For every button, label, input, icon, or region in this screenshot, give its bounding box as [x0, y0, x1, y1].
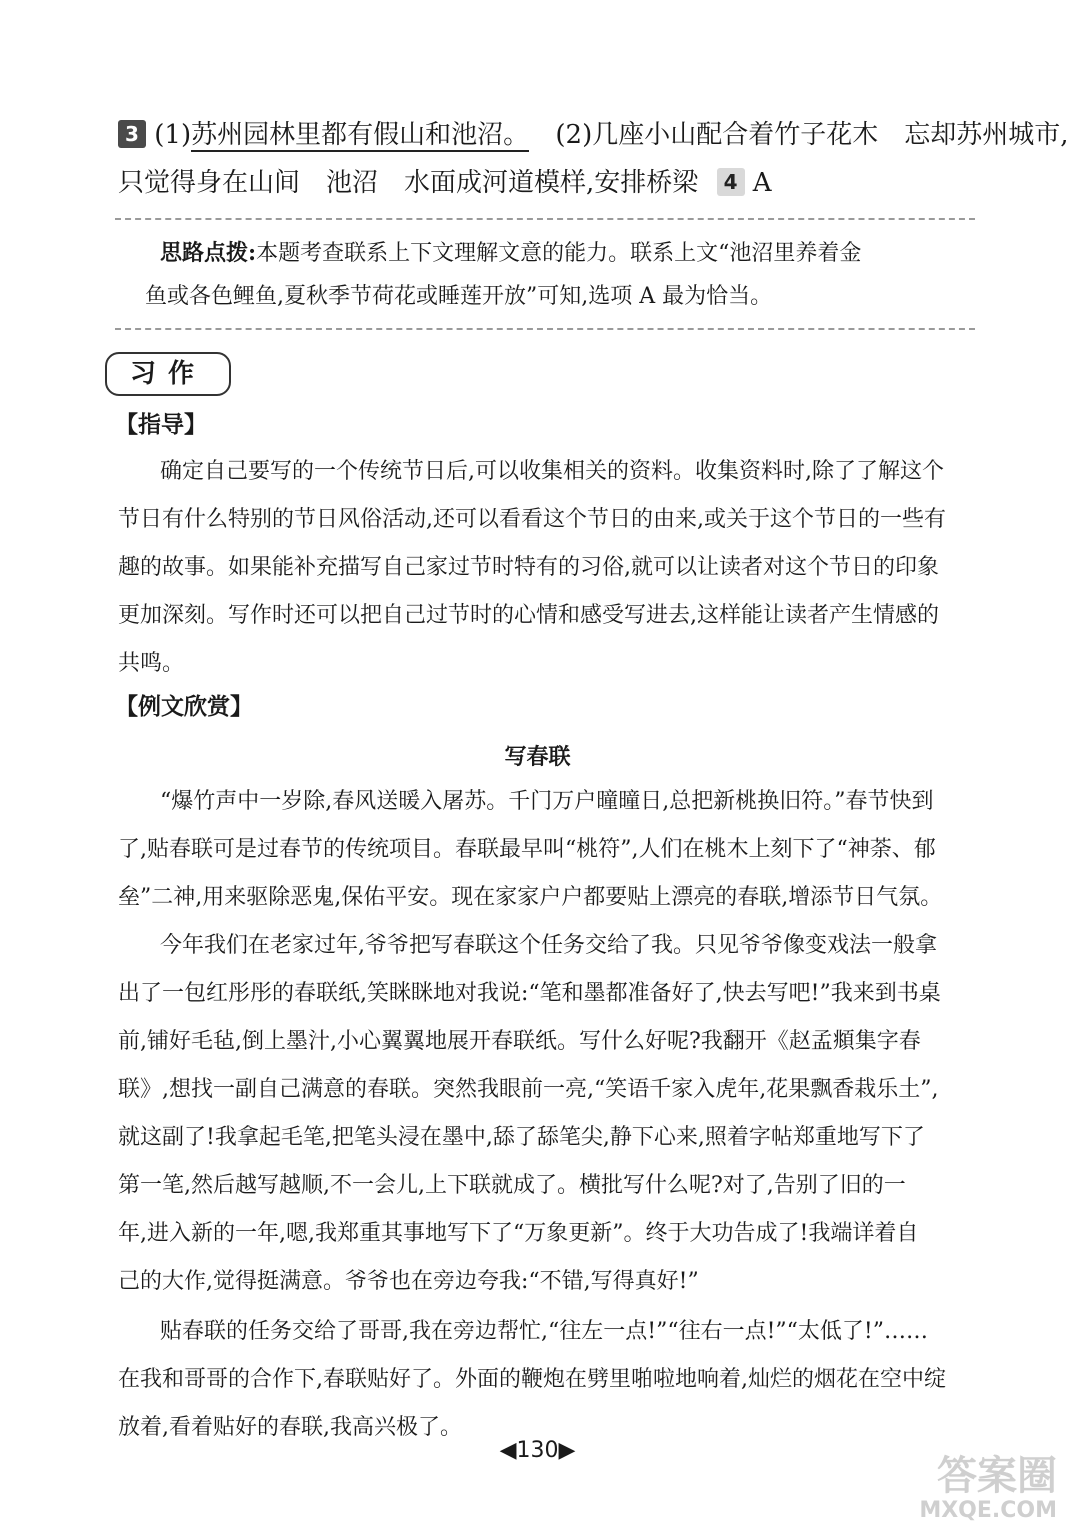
question-number-badge-4: 4 [717, 168, 745, 196]
example-heading: 【例文欣赏】 [115, 694, 253, 720]
tip-box [115, 218, 975, 330]
answer-3-part-2: (2)几座小山配合着竹子花木 忘却苏州城市, [555, 120, 1069, 150]
answer-3-part-1-text: 苏州园林里都有假山和池沼。 [191, 120, 530, 150]
example-line: “爆竹声中一岁除,春风送暖入屠苏。千门万户曈曈日,总把新桃换旧符。”春节快到 [160, 789, 934, 814]
watermark-line-2: MXQE.COM [919, 1498, 1057, 1523]
question-number-badge: 3 [118, 120, 146, 148]
example-line: 贴春联的任务交给了哥哥,我在旁边帮忙,“往左一点!”“往右一点!”“太低了!”…… [160, 1319, 928, 1344]
answer-4-text: A [752, 168, 772, 198]
example-line: 在我和哥哥的合作下,春联贴好了。外面的鞭炮在劈里啪啦地响着,灿烂的烟花在空中绽 [118, 1367, 946, 1392]
example-paragraph-2 [118, 922, 988, 1306]
example-line: 联》,想找一副自己满意的春联。突然我眼前一亮,“笑语千家入虎年,花果飘香栽乐土”, [118, 1077, 939, 1102]
example-line: 年,进入新的一年,嗯,我郑重其事地写下了“万象更新”。终于大功告成了!我端详着自 [118, 1221, 919, 1246]
example-paragraph-1 [118, 778, 988, 922]
example-line: 垒”二神,用来驱除恶鬼,保佑平安。现在家家户户都要贴上漂亮的春联,增添节日气氛。 [118, 885, 943, 910]
example-line: 己的大作,觉得挺满意。爷爷也在旁边夸我:“不错,写得真好!” [118, 1269, 699, 1294]
example-line: 前,铺好毛毡,倒上墨汁,小心翼翼地展开春联纸。写什么好呢?我翻开《赵孟頫集字春 [118, 1029, 921, 1054]
example-line: 今年我们在老家过年,爷爷把写春联这个任务交给了我。只见爷爷像变戏法一般拿 [160, 933, 937, 958]
answer-3-part-1-number: (1) [154, 120, 192, 150]
example-line: 放着,看着贴好的春联,我高兴极了。 [118, 1415, 462, 1440]
guide-line: 趣的故事。如果能补充描写自己家过节时特有的习俗,就可以让读者对这个节日的印象 [118, 555, 939, 580]
tip-label: 思路点拨: [160, 240, 257, 266]
tip-line-2: 鱼或各色鲤鱼,夏秋季节荷花或睡莲开放”可知,选项 A 最为恰当。 [145, 284, 773, 309]
guide-heading: 【指导】 [115, 412, 207, 438]
tip-line-1 [160, 232, 861, 275]
example-line: 第一笔,然后越写越顺,不一会儿,上下联就成了。横批写什么呢?对了,告别了旧的一 [118, 1173, 906, 1198]
answer-3-line-2-text: 只觉得身在山间 池沼 水面成河道模样,安排桥梁 [118, 168, 699, 198]
guide-line: 更加深刻。写作时还可以把自己过节时的心情和感受写进去,这样能让读者产生情感的 [118, 603, 939, 628]
example-title: 写春联 [504, 745, 571, 770]
tip-line-1-text: 本题考查联系上下文理解文意的能力。联系上文“池沼里养着金 [256, 241, 862, 266]
answer-3-line-1 [118, 118, 1069, 152]
example-line: 了,贴春联可是过春节的传统项目。春联最早叫“桃符”,人们在桃木上刻下了“神荼、郁 [118, 837, 936, 862]
watermark-logo [919, 1454, 1057, 1524]
watermark-line-1: 答案圈 [937, 1453, 1057, 1499]
section-title: 习作 [105, 352, 231, 396]
guide-line: 确定自己要写的一个传统节日后,可以收集相关的资料。收集资料时,除了了解这个 [160, 459, 944, 484]
example-line: 就这副了!我拿起毛笔,把笔头浸在墨中,舔了舔笔尖,静下心来,照着字帖郑重地写下了 [118, 1125, 925, 1150]
guide-line: 节日有什么特别的节日风俗活动,还可以看看这个节日的由来,或关于这个节日的一些有 [118, 507, 946, 532]
guide-paragraph [118, 448, 988, 688]
page-number: ◀130▶ [499, 1438, 576, 1463]
example-paragraph-3 [118, 1308, 988, 1452]
guide-line: 共鸣。 [118, 651, 185, 676]
answer-3-line-2 [118, 166, 772, 200]
example-line: 出了一包红彤彤的春联纸,笑眯眯地对我说:“笔和墨都准备好了,快去写吧!”我来到书桌 [118, 981, 941, 1006]
